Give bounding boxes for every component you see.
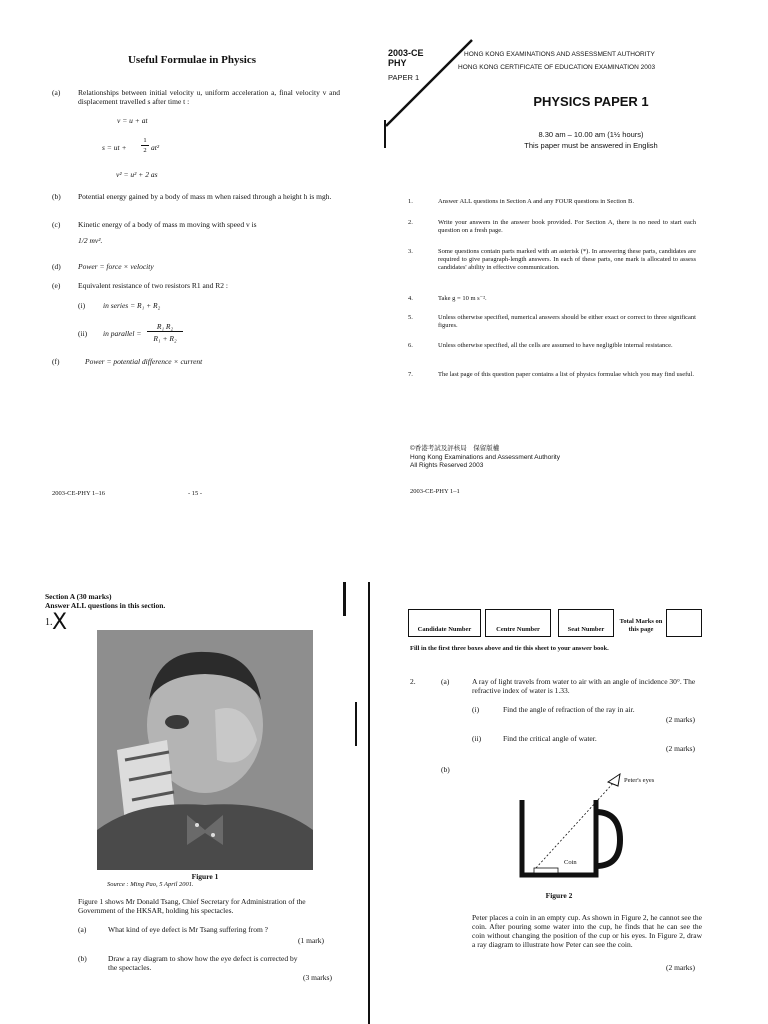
sub-ii-text: Find the critical angle of water.	[503, 734, 597, 743]
item-text-a: Relationships between initial velocity u, uniform acceleration a, final velocity v and displacement travelled s after time t :	[78, 88, 340, 106]
margin-mark	[384, 120, 386, 148]
cross-mark: X	[52, 610, 68, 635]
item-label-c: (c)	[52, 220, 61, 229]
fill-instruction: Fill in the first three boxes above and tie this sheet to your answer book.	[410, 645, 609, 652]
instruction-num: 6.	[408, 342, 413, 349]
instruction-num: 3.	[408, 248, 413, 255]
equation-2-left: s = ut +	[102, 143, 127, 152]
footer-code: 2003-CE-PHY 1–1	[410, 488, 460, 495]
question-2-page	[384, 512, 768, 1024]
parallel-label: (ii)	[78, 329, 88, 338]
cover-page	[384, 0, 768, 512]
candidate-number-label: Candidate Number	[417, 626, 472, 633]
authority-name: HONG KONG EXAMINATIONS AND ASSESSMENT AUTHORITY	[464, 51, 655, 58]
figure-1-photo	[97, 630, 313, 870]
item-text-d: Power = force × velocity	[78, 262, 154, 271]
instruction-num: 7.	[408, 371, 413, 378]
part-label-a: (a)	[78, 925, 87, 934]
part-b-marks: (2 marks)	[666, 963, 695, 972]
total-marks-label: Total Marks on this page	[619, 618, 663, 633]
question-number: 1.	[45, 617, 53, 628]
instruction-text: Some questions contain parts marked with an asterisk (*). In answering these parts, candidates are required to give paragraph-length answers. In each of these parts, one mark is allocated to assess candidates' ability in effective communication.	[438, 248, 696, 271]
formulae-page	[0, 0, 384, 512]
instruction-text: Take g = 10 m s⁻².	[438, 295, 487, 302]
equation-3: v² = u² + 2 as	[116, 170, 158, 179]
copyright-cn: ©香港考試及評核局 保留版權	[410, 445, 500, 452]
eye-icon	[608, 774, 620, 786]
margin-scan-mark	[343, 582, 346, 616]
page-fold-line	[368, 582, 370, 1024]
footer-code: 2003-CE-PHY 1–16	[52, 490, 106, 497]
series-formula: in series = R₁ + R₂	[103, 301, 161, 310]
parallel-numerator: R₁ R₂	[147, 322, 183, 332]
instruction-text: Answer ALL questions in Section A and any FOUR questions in Section B.	[438, 198, 635, 205]
copyright-authority: Hong Kong Examinations and Assessment Authority	[410, 454, 560, 461]
formulae-title: Useful Formulae in Physics	[127, 54, 257, 66]
centre-number-label: Centre Number	[496, 626, 540, 633]
instruction-num: 1.	[408, 198, 413, 205]
instruction-text: Unless otherwise specified, all the cells are assumed to have negligible internal resistance.	[438, 342, 673, 349]
margin-scan-mark	[355, 702, 357, 746]
total-marks-box[interactable]	[666, 609, 702, 637]
equation-1: v = u + at	[117, 116, 148, 125]
part-marks-a: (1 mark)	[298, 936, 325, 945]
section-a-page	[0, 512, 384, 1024]
figure-1-caption: Figure 1	[191, 872, 219, 881]
certificate-name: HONG KONG CERTIFICATE OF EDUCATION EXAMINATION 2003	[458, 64, 656, 71]
section-subheading: Answer ALL questions in this section.	[45, 601, 166, 610]
copyright-rights: All Rights Reserved 2003	[410, 462, 484, 469]
sub-ii-marks: (2 marks)	[666, 744, 695, 753]
instruction-text: Unless otherwise specified, numerical answers should be either exact or correct to three significant figures.	[438, 314, 696, 329]
item-text-b: Potential energy gained by a body of mass m when raised through a height h is mgh.	[78, 192, 332, 201]
paper-title: PHYSICS PAPER 1	[533, 94, 649, 109]
part-text-b: Draw a ray diagram to show how the eye defect is corrected by the spectacles.	[108, 954, 298, 972]
question-intro: Figure 1 shows Mr Donald Tsang, Chief Secretary for Administration of the Government of the HKSAR, holding his spectacles.	[78, 897, 306, 915]
parallel-denominator: R₁ + R₂	[153, 334, 177, 343]
item-text-c: Kinetic energy of a body of mass m moving with speed v is	[78, 220, 257, 229]
figure-1-source: Source : Ming Pao, 5 April 2001.	[107, 881, 194, 888]
question-number: 2.	[410, 677, 416, 686]
figure-2-caption: Figure 2	[545, 891, 573, 900]
item-text-e: Equivalent resistance of two resistors R1 and R2 :	[78, 281, 228, 290]
coin-shape	[534, 868, 558, 873]
item-text-f: Power = potential difference × current	[85, 357, 203, 366]
exam-time: 8.30 am – 10.00 am (1½ hours)	[538, 130, 644, 139]
part-b-label: (b)	[441, 765, 450, 774]
item-label-e: (e)	[52, 281, 61, 290]
parallel-formula: in parallel =	[103, 329, 142, 338]
item-label-f: (f)	[52, 357, 60, 366]
portrait-image	[97, 630, 313, 870]
page-number: - 15 -	[188, 490, 203, 497]
instruction-num: 4.	[408, 295, 413, 302]
instruction-text: The last page of this question paper contains a list of physics formulae which you may find useful.	[438, 371, 694, 378]
seat-number-label: Seat Number	[567, 626, 605, 633]
sub-i-label: (i)	[472, 705, 480, 714]
exam-subject: PHY	[388, 58, 407, 68]
half-denominator: 2	[143, 147, 147, 154]
sub-ii-label: (ii)	[472, 734, 482, 743]
sub-i-text: Find the angle of refraction of the ray in air.	[503, 705, 635, 714]
sub-i-marks: (2 marks)	[666, 715, 695, 724]
exam-paper: PAPER 1	[388, 73, 420, 82]
part-a-text: A ray of light travels from water to air with an angle of incidence 30°. The refractive index of water is 1.33.	[472, 677, 696, 695]
instruction-text: Write your answers in the answer book provided. For Section A, there is no need to start each question on a fresh page.	[438, 219, 696, 234]
exam-code: 2003-CE	[388, 48, 424, 58]
kinetic-energy-term: 1/2 mv².	[78, 236, 103, 245]
exam-language: This paper must be answered in English	[524, 141, 658, 150]
part-b-text: Peter places a coin in an empty cup. As shown in Figure 2, he cannot see the coin. After pouring some water into the cup, he finds that he can see the coin without changing the position of the cup or his eyes. In Figure 2, draw a ray diagram to illustrate how Peter can see the coin.	[472, 913, 702, 949]
half-numerator: 1	[141, 137, 149, 146]
section-heading: Section A (30 marks)	[45, 592, 112, 601]
equation-2-right: at²	[151, 143, 160, 152]
peters-eyes-label: Peter's eyes	[624, 777, 655, 784]
coin-label: Coin	[564, 859, 577, 866]
sight-line	[536, 780, 616, 868]
series-label: (i)	[78, 301, 86, 310]
part-a-label: (a)	[441, 677, 450, 686]
item-label-d: (d)	[52, 262, 61, 271]
instruction-num: 2.	[408, 219, 413, 226]
instruction-num: 5.	[408, 314, 413, 321]
cup-diagram	[504, 770, 644, 890]
item-label-a: (a)	[52, 88, 61, 97]
part-marks-b: (3 marks)	[303, 973, 332, 982]
item-label-b: (b)	[52, 192, 61, 201]
part-label-b: (b)	[78, 954, 87, 963]
part-text-a: What kind of eye defect is Mr Tsang suffering from ?	[108, 925, 268, 934]
